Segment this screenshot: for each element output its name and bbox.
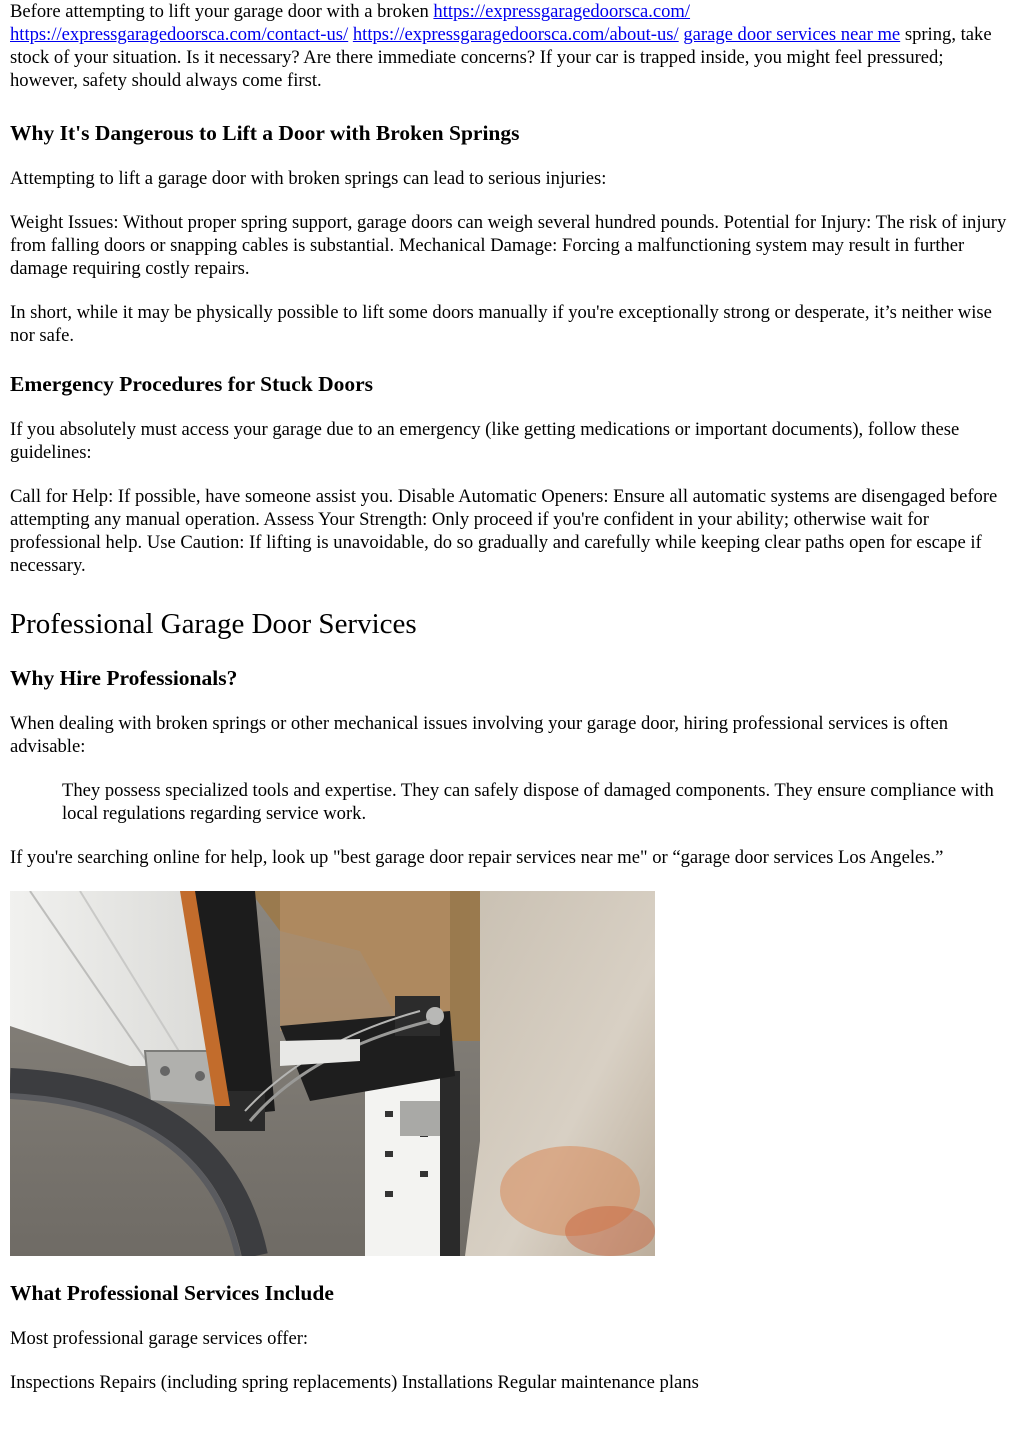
intro-paragraph [10,0,1010,92]
paragraph-dangers-intro: Attempting to lift a garage door with broken springs can lead to serious injuries: [10,168,607,189]
heading-emergency: Emergency Procedures for Stuck Doors [10,372,374,396]
paragraph-services-list: Inspections Repairs (including spring replacements) Installations Regular maintenance plans [10,1372,699,1393]
heading-dangerous: Why It's Dangerous to Lift a Door with Broken Springs [10,121,520,145]
heading-professional-services: Professional Garage Door Services [10,608,417,640]
paragraph-why-hire: When dealing with broken springs or other mechanical issues involving your garage door, hiring professional services is often advisable: [10,713,949,757]
heading-services-include: What Professional Services Include [10,1281,334,1305]
link-about[interactable]: https://expressgaragedoorsca.com/about-us/ [352,24,679,45]
paragraph-emergency-steps: Call for Help: If possible, have someone assist you. Disable Automatic Openers: Ensure all automatic systems are disengaged before attempting any manual operation. Assess Your Strength: Only proceed if you're confident in your ability; otherwise wait for professional help. Use Caution: If lifting is unavoidable, do so gradually and carefully while keeping clear paths open for escape if necessary. [10,486,998,576]
heading-why-hire: Why Hire Professionals? [10,666,238,690]
paragraph-emergency-intro: If you absolutely must access your garage due to an emergency (like getting medications or important documents), follow these guidelines: [10,419,960,463]
garage-door-spring-photo [10,891,655,1256]
link-contact[interactable]: https://expressgaragedoorsca.com/contact-us/ [10,24,349,45]
blockquote-benefits: They possess specialized tools and expertise. They can safely dispose of damaged components. They ensure compliance with local regulations regarding service work. [62,780,994,824]
link-home[interactable]: https://expressgaragedoorsca.com/ [433,1,691,22]
link-services-near-me[interactable]: garage door services near me [683,24,901,45]
intro-text-before: Before attempting to lift your garage door with a broken [10,1,434,22]
paragraph-dangers-summary: In short, while it may be physically possible to lift some doors manually if you're exceptionally strong or desperate, it’s neither wise nor safe. [10,302,992,346]
paragraph-search-tip: If you're searching online for help, look up "best garage door repair services near me" or “garage door services Los Angeles.” [10,847,944,868]
intro-text-after: spring, take stock of your situation. Is it necessary? Are there immediate concerns? If your car is trapped inside, you might feel pressured; however, safety should always come first. [10,24,992,91]
paragraph-services-offer: Most professional garage services offer: [10,1328,309,1349]
paragraph-dangers-list: Weight Issues: Without proper spring support, garage doors can weigh several hundred pounds. Potential for Injury: The risk of injury from falling doors or snapping cables is substantial. Mechanical Damage: Forcing a malfunctioning system may result in further damage requiring costly repairs. [10,212,1007,279]
